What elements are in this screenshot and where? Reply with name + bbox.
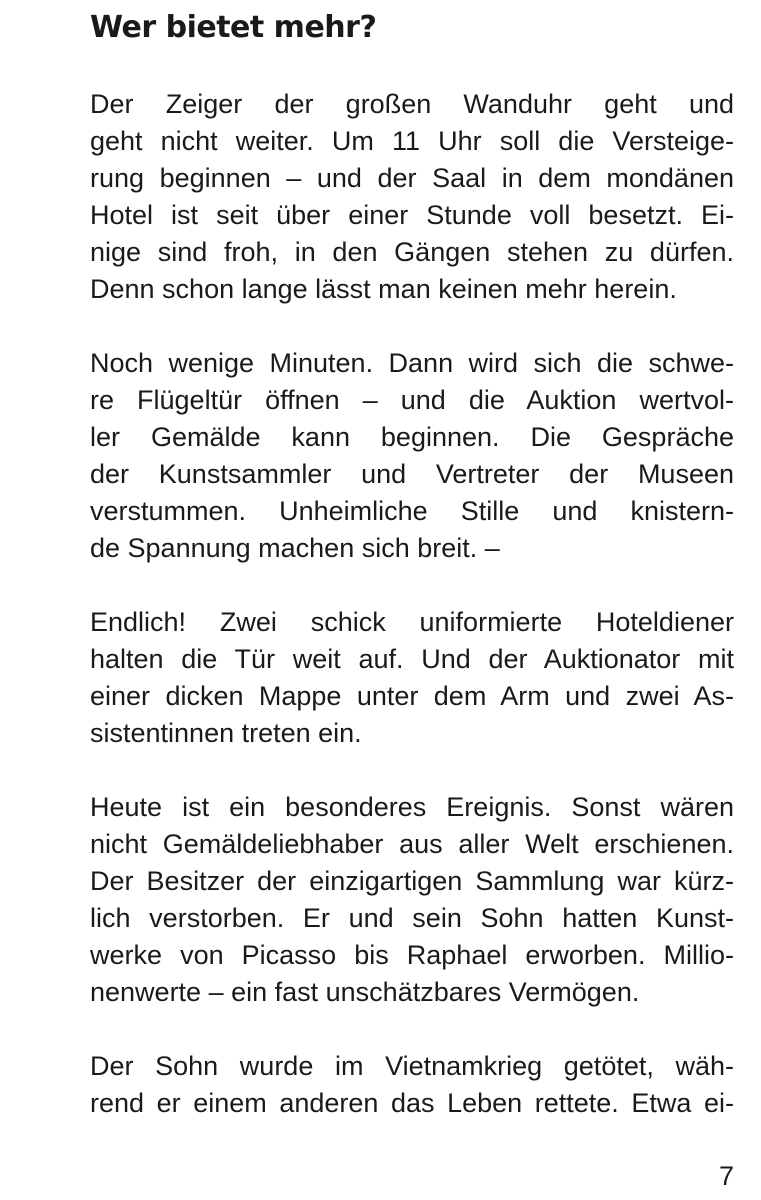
text-line: verstummen. Unheimliche Stille und knistern-	[90, 496, 734, 526]
text-line: Hotel ist seit über einer Stunde voll besetzt. Ei-	[90, 200, 734, 230]
text-line: der Kunstsammler und Vertreter der Museen	[90, 459, 734, 489]
text-line: nicht Gemäldeliebhaber aus aller Welt erschienen.	[90, 829, 734, 859]
text-line: ler Gemälde kann beginnen. Die Gespräche	[90, 422, 734, 452]
text-line: nige sind froh, in den Gängen stehen zu dürfen.	[90, 237, 734, 267]
text-line: Denn schon lange lässt man keinen mehr herein.	[90, 274, 677, 304]
text-line: einer dicken Mappe unter dem Arm und zwei As-	[90, 681, 734, 711]
chapter-title: Wer bietet mehr?	[90, 10, 377, 45]
paragraph	[90, 789, 734, 1011]
paragraph	[90, 1048, 734, 1122]
text-line: Heute ist ein besonderes Ereignis. Sonst wären	[90, 792, 734, 822]
text-line: sistentinnen treten ein.	[90, 718, 362, 748]
text-line: de Spannung machen sich breit. –	[90, 533, 500, 563]
text-line: geht nicht weiter. Um 11 Uhr soll die Versteige-	[90, 126, 734, 156]
text-line: re Flügeltür öffnen – und die Auktion wertvol-	[90, 385, 734, 415]
text-line: Endlich! Zwei schick uniformierte Hoteldiener	[90, 607, 734, 637]
text-line: Der Sohn wurde im Vietnamkrieg getötet, wäh-	[90, 1051, 734, 1081]
text-line: werke von Picasso bis Raphael erworben. Millio-	[90, 940, 734, 970]
paragraph	[90, 345, 734, 567]
text-line: Der Besitzer der einzigartigen Sammlung war kürz-	[90, 866, 734, 896]
body-text	[90, 86, 734, 1159]
text-line: rung beginnen – und der Saal in dem mondänen	[90, 163, 734, 193]
text-line: nenwerte – ein fast unschätzbares Vermögen.	[90, 977, 640, 1007]
paragraph	[90, 86, 734, 308]
text-line: halten die Tür weit auf. Und der Auktionator mit	[90, 644, 734, 674]
text-line: Der Zeiger der großen Wanduhr geht und	[90, 89, 734, 119]
paragraph	[90, 604, 734, 752]
text-line: rend er einem anderen das Leben rettete. Etwa ei-	[90, 1088, 734, 1118]
text-line: lich verstorben. Er und sein Sohn hatten Kunst-	[90, 903, 734, 933]
page-number: 7	[718, 1161, 734, 1191]
text-line: Noch wenige Minuten. Dann wird sich die schwe-	[90, 348, 734, 378]
